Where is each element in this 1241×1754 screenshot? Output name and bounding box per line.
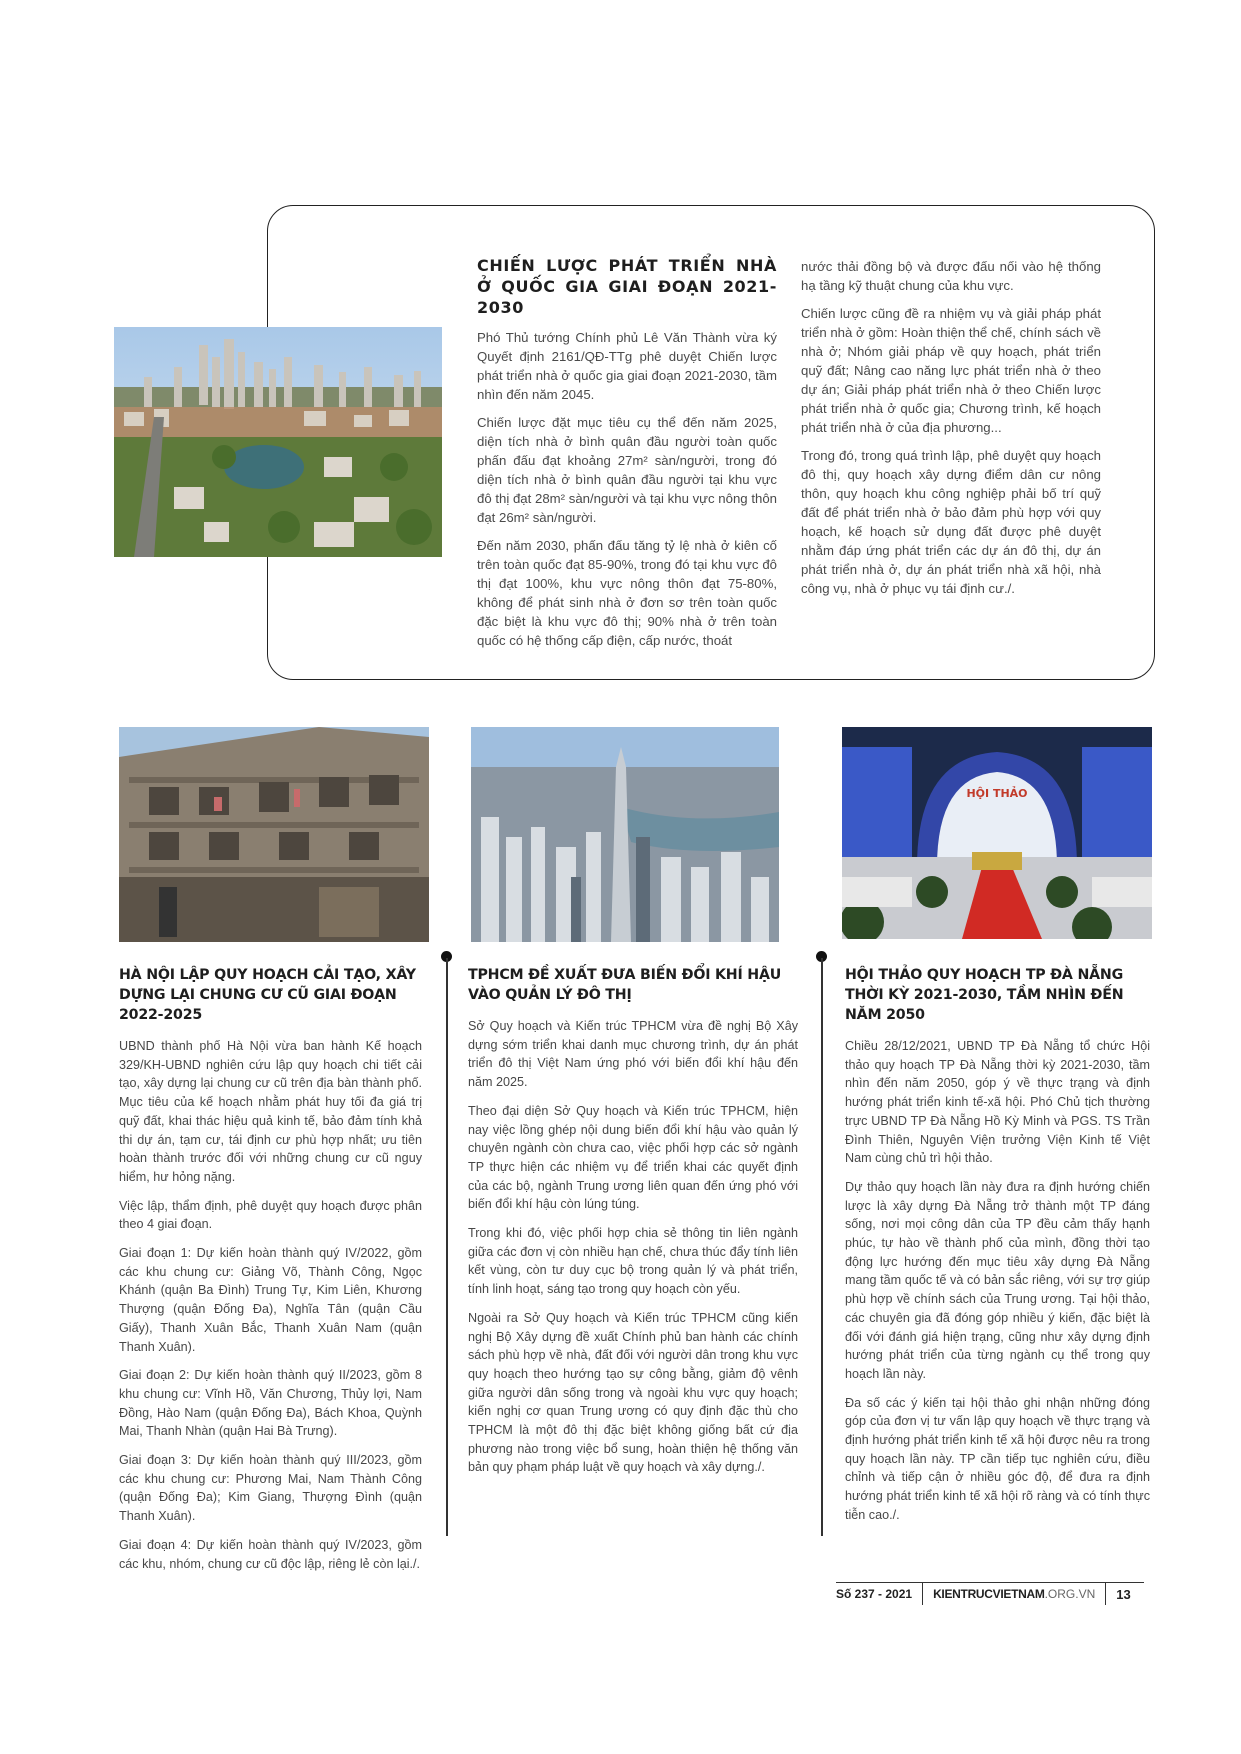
feature-photo-hanoi	[114, 327, 442, 557]
feature-column-2	[801, 257, 1101, 607]
feature-paragraph: Phó Thủ tướng Chính phủ Lê Văn Thành vừa ký Quyết định 2161/QĐ-TTg phê duyệt Chiến lược phát triển nhà ở quốc gia giai đoạn 2021-2030, tầm nhìn đến năm 2045.	[477, 330, 777, 402]
article-paragraph: Sở Quy hoạch và Kiến trúc TPHCM vừa đề nghị Bộ Xây dựng sớm triển khai danh mục chương trình, dự án phát triển đô thị Việt Nam ứng phó với biến đổi khí hậu đến năm 2025.	[468, 1019, 798, 1090]
article-paragraph: Giai đoạn 4: Dự kiến hoàn thành quý IV/2023, gồm các khu, nhóm, chung cư cũ độc lập, riêng lẻ còn lại./.	[119, 1537, 422, 1571]
hanoi-cityscape-image	[114, 327, 442, 557]
article-hcmc	[468, 965, 798, 1487]
page-number: 13	[1116, 1586, 1131, 1602]
feature-title: CHIẾN LƯỢC PHÁT TRIỂN NHÀ Ở QUỐC GIA GIAI ĐOẠN 2021-2030	[477, 256, 777, 317]
photo-danang-conference	[842, 727, 1152, 939]
article-paragraph: Ngoài ra Sở Quy hoạch và Kiến trúc TPHCM cũng kiến nghị Bộ Xây dựng đề xuất Chính phủ ban hành các chính sách phù hợp về nhà, đất đối với người dân trong khu vực quy hoạch theo hướng tạo sự công bằng, giảm độ vênh giữa người dân sống trong và ngoài khu vực quy hoạch; kiến nghị cơ quan Trung ương có quy định đặc thù cho TPHCM là một đô thị đặc biệt không giống bất cứ địa phương nào trong việc bổ sung, hoàn thiện hệ thống văn bản quy phạm pháp luật về quy hoạch và xây dựng./.	[468, 1310, 798, 1475]
column-divider	[446, 958, 448, 1536]
column-divider	[821, 958, 823, 1536]
article-paragraph: Việc lập, thẩm định, phê duyệt quy hoạch được phân theo 4 giai đoạn.	[119, 1198, 422, 1232]
article-paragraph: Trong khi đó, việc phối hợp chia sẻ thông tin liên ngành giữa các đơn vị còn nhiều hạn chế, chưa thúc đẩy tính liên kết vùng, còn tư duy cục bộ trong quản lý và phát triển, tính linh hoạt, sáng tạo trong quy hoạch còn yếu.	[468, 1226, 798, 1297]
article-title: TPHCM ĐỀ XUẤT ĐƯA BIẾN ĐỔI KHÍ HẬU VÀO QUẢN LÝ ĐÔ THỊ	[468, 967, 782, 1003]
site-domain: .ORG.VN	[1044, 1587, 1096, 1601]
photo-hcmc-skyline	[471, 727, 779, 942]
page-footer	[836, 1582, 1144, 1605]
article-paragraph: Đa số các ý kiến tại hội thảo ghi nhận những đóng góp của đơn vị tư vấn lập quy hoạch về thực trạng và định hướng phát triển kinh tế xã hội được nêu ra trong quy hoạch lần này. TP cần tiếp tục nghiên cứu, điều chỉnh và tiếp cận ở nhiều góc độ, để đưa ra định hướng phát triển kinh tế xã hội rõ ràng và có tính thực tiễn cao./.	[845, 1395, 1150, 1522]
article-title: HÀ NỘI LẬP QUY HOẠCH CẢI TẠO, XÂY DỰNG LẠI CHUNG CƯ CŨ GIAI ĐOẠN 2022-2025	[119, 967, 416, 1023]
feature-paragraph: nước thải đồng bộ và được đấu nối vào hệ thống hạ tầng kỹ thuật chung của khu vực.	[801, 259, 1101, 293]
article-paragraph: Dự thảo quy hoạch lần này đưa ra định hướng chiến lược là xây dựng Đà Nẵng trở thành một TP đáng sống, nơi mọi công dân của TP đều cảm thấy hạnh phúc, tự hào về thành phố của mình, đồng thời tạo động lực hướng đến mục tiêu xây dựng Đà Nẵng mang tầm quốc tế và có bản sắc riêng, với sự trợ giúp phù hợp về chính sách của Trung ương. Tại hội thảo, các chuyên gia đã đóng góp nhiều ý kiến, đặc biệt là đối với đánh giá hiện trạng, cũng như xây dựng định hướng phát triển của từng ngành cụ thể trong quy hoạch lần này.	[845, 1179, 1150, 1381]
article-paragraph: Giai đoạn 3: Dự kiến hoàn thành quý III/2023, gồm các khu chung cư: Phương Mai, Nam Thành Công (quận Đống Đa); Kim Giang, Thượng Đình (quận Thanh Xuân).	[119, 1453, 422, 1524]
article-paragraph: Giai đoạn 2: Dự kiến hoàn thành quý II/2023, gồm 8 khu chung cư: Vĩnh Hồ, Văn Chương, Thủy lợi, Nam Đồng, Hào Nam (quận Đống Đa), Bách Khoa, Quỳnh Mai, Thanh Nhàn (quận Hai Bà Trưng).	[119, 1368, 422, 1439]
photo-old-apartment	[119, 727, 429, 942]
hcmc-skyline-image	[471, 727, 779, 942]
feature-column-1	[477, 255, 777, 659]
feature-paragraph: Trong đó, trong quá trình lập, phê duyệt quy hoạch đô thị, quy hoạch xây dựng điểm dân cư nông thôn, quy hoạch khu công nghiệp phải bố trí quỹ đất để phát triển nhà ở bảo đảm phù hợp với quy hoạch, kế hoạch sử dụng đất được phê duyệt nhằm đáp ứng phát triển các dự án đô thị, dự án phát triển nhà ở, dự án phát triển nhà xã hội, nhà công vụ, nhà ở phục vụ tái định cư./.	[801, 448, 1101, 596]
banner-text: HỘI THẢO	[966, 787, 1028, 800]
old-apartment-image	[119, 727, 429, 942]
article-hanoi	[119, 965, 422, 1583]
article-paragraph: Theo đại diện Sở Quy hoạch và Kiến trúc TPHCM, hiện nay việc lồng ghép nội dung biến đổi khí hậu vào quản lý chuyên ngành còn chưa cao, việc phối hợp các sở ngành TP thực hiện các nhiệm vụ để triển khai các quyết định của các bộ, ngành Trung ương liên quan đến ứng phó với biến đổi khí hậu còn lúng túng.	[468, 1103, 798, 1212]
site-name: KIENTRUCVIETNAM	[933, 1587, 1045, 1601]
issue-number: Số 237 - 2021	[836, 1583, 923, 1605]
article-paragraph: Giai đoạn 1: Dự kiến hoàn thành quý IV/2022, gồm các khu chung cư: Giảng Võ, Thành Công, Ngọc Khánh (quận Ba Đình) Trung Tự, Kim Liên, Khương Thượng (quận Đống Đa), Nghĩa Tân (quận Cầu Giấy), Thanh Xuân Bắc, Thanh Xuân Nam (quận Thanh Xuân).	[119, 1246, 422, 1354]
feature-paragraph: Chiến lược đặt mục tiêu cụ thể đến năm 2025, diện tích nhà ở bình quân đầu người toàn quốc phấn đấu đạt khoảng 27m² sàn/người, trong đó diện tích nhà ở bình quân đầu người tại khu vực đô thị đạt 28m² sàn/người và tại khu vực nông thôn đạt 26m² sàn/người.	[477, 415, 777, 525]
website-link[interactable]	[923, 1583, 1106, 1605]
feature-paragraph: Chiến lược cũng đề ra nhiệm vụ và giải pháp phát triển nhà ở gồm: Hoàn thiện thể chế, chính sách về nhà ở; Nhóm giải pháp về quy hoạch, phát triển quỹ đất; Nâng cao năng lực phát triển nhà ở theo dự án; Giải pháp phát triển nhà ở theo Chiến lược phát triển nhà ở quốc gia; Chương trình, kế hoạch phát triển nhà ở của địa phương...	[801, 306, 1101, 435]
article-title: HỘI THẢO QUY HOẠCH TP ĐÀ NẴNG THỜI KỲ 2021-2030, TẦM NHÌN ĐẾN NĂM 2050	[845, 967, 1124, 1023]
danang-conference-image	[842, 727, 1152, 939]
article-danang	[845, 965, 1150, 1535]
article-paragraph: UBND thành phố Hà Nội vừa ban hành Kế hoạch 329/KH-UBND nghiên cứu lập quy hoạch chi tiết cải tạo, xây dựng lại chung cư cũ trên địa bàn thành phố. Mục tiêu của kế hoạch nhằm phát huy tối đa giá trị quỹ đất, khai thác hiệu quả kinh tế, bảo đảm tính khả thi dự án, tạm cư, tái định cư phù hợp nhất; ưu tiên hoàn thành trước đối với những chung cư cũ nguy hiểm, hư hỏng nặng.	[119, 1039, 422, 1184]
feature-paragraph: Đến năm 2030, phấn đấu tăng tỷ lệ nhà ở kiên cố trên toàn quốc đạt 85-90%, trong đó tại khu vực đô thị đạt 100%, khu vực nông thôn đạt 75-80%, không để phát sinh nhà ở đơn sơ trên toàn quốc đặc biệt là khu vực đô thị; 90% nhà ở trên toàn quốc có hệ thống cấp điện, cấp nước, thoát	[477, 538, 777, 648]
article-paragraph: Chiều 28/12/2021, UBND TP Đà Nẵng tổ chức Hội thảo quy hoạch TP Đà Nẵng thời kỳ 2021-2030, tầm nhìn đến năm 2050, góp ý về thực trạng và định hướng phát triển kinh tế-xã hội. Phó Chủ tịch thường trực UBND TP Đà Nẵng Hồ Kỳ Minh và PGS. TS Trần Đình Thiên, Nguyên Viện trưởng Viện Kinh tế Việt Nam cùng chủ trì hội thảo.	[845, 1039, 1150, 1166]
